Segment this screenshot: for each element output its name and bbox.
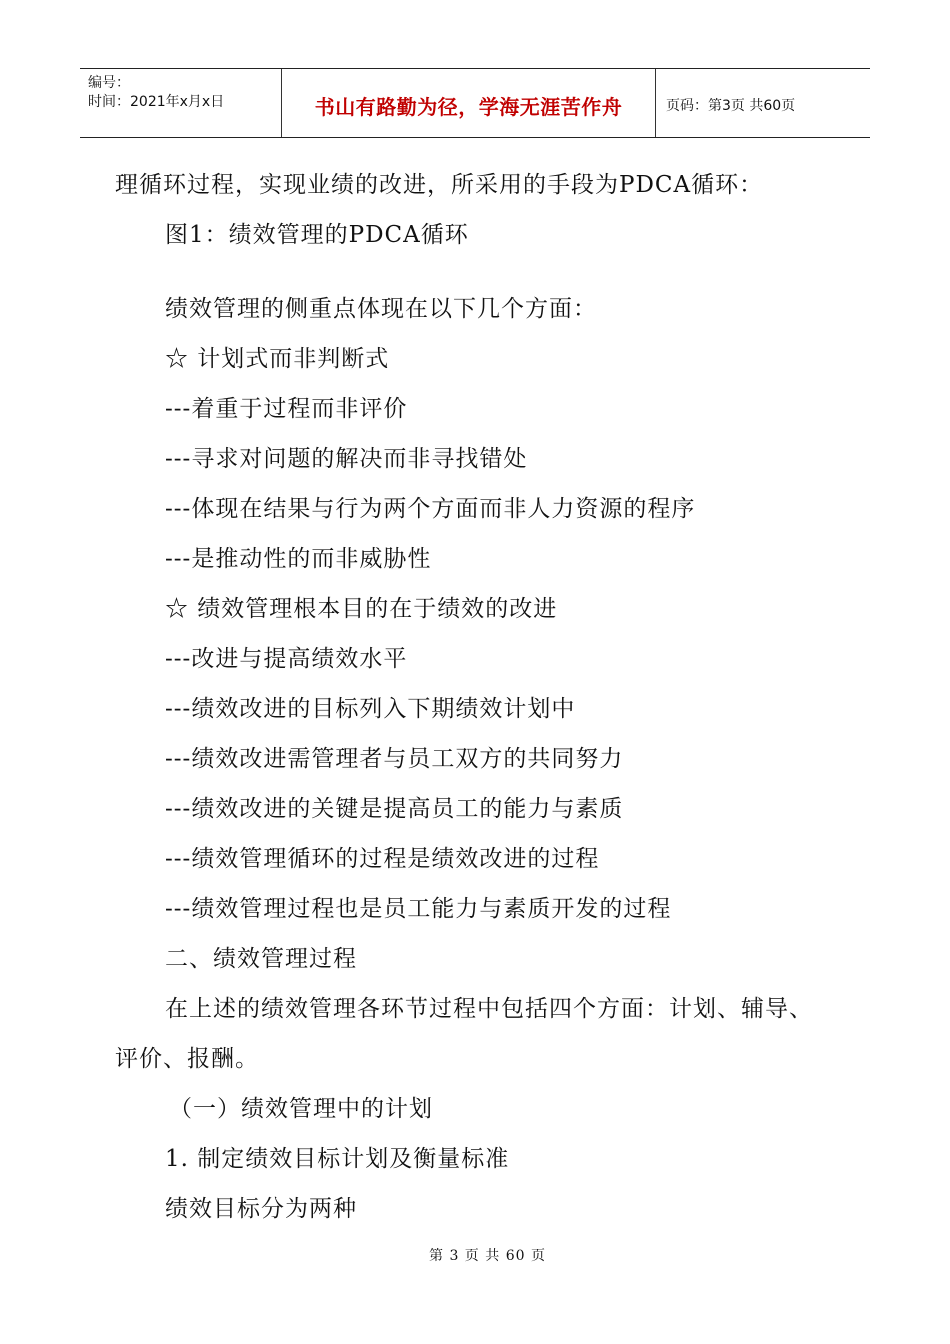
document-body <box>115 160 865 1234</box>
dash-bullet: ---绩效改进的关键是提高员工的能力与素质 <box>165 796 624 822</box>
dash-bullet: ---着重于过程而非评价 <box>165 396 408 422</box>
dash-bullet: ---绩效管理过程也是员工能力与素质开发的过程 <box>165 896 672 922</box>
code-label: 编号： <box>88 75 130 91</box>
numbered-heading: 1. 制定绩效目标计划及衡量标准 <box>165 1146 510 1172</box>
figure-caption: 图1：绩效管理的PDCA循环 <box>165 222 469 248</box>
time-line: 时间：2021年x月x日 <box>88 94 225 110</box>
header-meta <box>80 69 282 137</box>
paragraph-line: 绩效目标分为两种 <box>165 1196 357 1222</box>
star-bullet: ☆ 绩效管理根本目的在于绩效的改进 <box>165 596 558 622</box>
section-heading: 二、绩效管理过程 <box>165 946 357 972</box>
motto: 书山有路勤为径，学海无涯苦作舟 <box>314 94 623 119</box>
header-page-info <box>656 69 870 137</box>
dash-bullet: ---绩效管理循环的过程是绩效改进的过程 <box>165 846 600 872</box>
dash-bullet: ---是推动性的而非威胁性 <box>165 546 432 572</box>
paragraph-line: 在上述的绩效管理各环节过程中包括四个方面：计划、辅导、 <box>165 996 813 1022</box>
paragraph-line: 理循环过程，实现业绩的改进，所采用的手段为PDCA循环： <box>115 172 764 198</box>
subsection-heading: （一）绩效管理中的计划 <box>169 1096 433 1122</box>
page-header <box>80 68 870 138</box>
paragraph-line: 评价、报酬。 <box>115 1046 259 1072</box>
page-info: 页码：第3页 共60页 <box>666 98 796 114</box>
dash-bullet: ---绩效改进的目标列入下期绩效计划中 <box>165 696 576 722</box>
dash-bullet: ---绩效改进需管理者与员工双方的共同努力 <box>165 746 624 772</box>
star-bullet: ☆ 计划式而非判断式 <box>165 346 390 372</box>
page-footer: 第 3 页 共 60 页 <box>429 1248 546 1264</box>
dash-bullet: ---寻求对问题的解决而非寻找错处 <box>165 446 528 472</box>
header-motto-cell <box>282 69 656 137</box>
paragraph-line: 绩效管理的侧重点体现在以下几个方面： <box>165 296 597 322</box>
dash-bullet: ---体现在结果与行为两个方面而非人力资源的程序 <box>165 496 696 522</box>
dash-bullet: ---改进与提高绩效水平 <box>165 646 408 672</box>
figure-gap <box>115 260 865 284</box>
